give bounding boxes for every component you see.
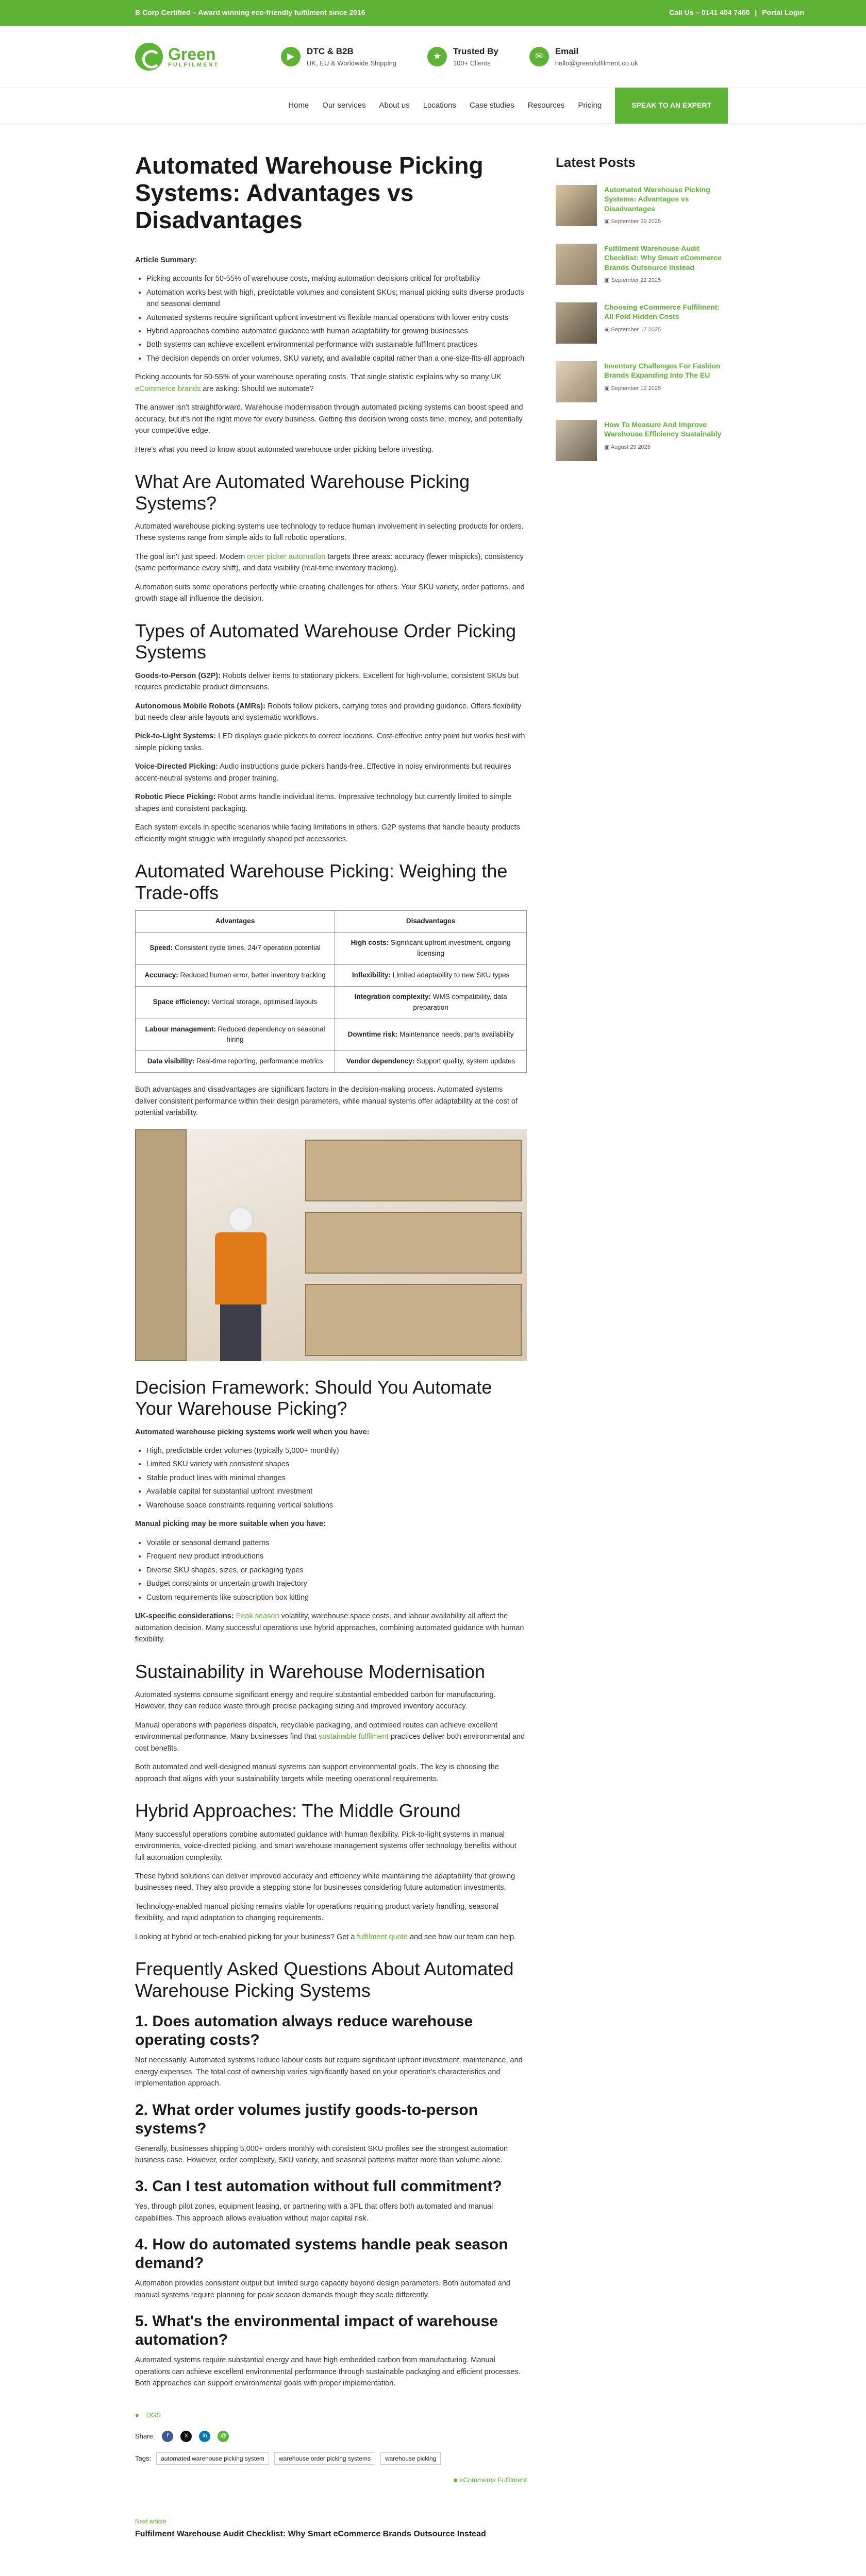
list-item: • Automated systems require significant upfront investment vs flexible manual operations with lower entry costs	[146, 312, 527, 324]
sidebar-post[interactable]: Fulfilment Warehouse Audit Checklist: Why Smart eCommerce Brands Outsource Instead ▣ September 22 2025	[556, 244, 730, 285]
table-header: Disadvantages	[335, 911, 527, 933]
article: Automated Warehouse Picking Systems: Advantages vs Disadvantages Article Summary: • Picking accounts for 50-55% of warehouse costs, making automation decisions critical for profitability • Automation works best with high, predictable volumes and consistent SKUs; manual picking suits diverse products and seasonal demand • Automated systems require significant upfront investment vs flexible manual operations with lower entry costs • Hybrid approaches combine automated guidance with human adaptability for growing businesses • Both systems can achieve excellent environmental performance with sustainable fulfilment practices • The decision depends on order volumes, SKU variety, and available capital rather than a one-size-fits-all approach Picking accounts for 50-55% of your warehouse operating costs. That single statistic explains why so many UK eCommerce brands are asking: Should we automate? The answer isn't straightforward. Warehouse modernisation through automated picking systems can boost speed and accuracy, but it's not the right move for every business. Getting this decision wrong costs time, money, and potentially your competitive edge. Here's what you need to know about automated warehouse order picking before investing. What Are Automated Warehouse Picking Systems? Automated warehouse picking systems use technology to reduce human involvement in selecting products for orders. These systems range from simple aids to full robotic operations. The goal isn't just speed. Modern order picker automation targets three areas: accuracy (fewer mispicks), consistency (same performance every shift), and data visibility (real-time inventory tracking). Automation suits some operations perfectly while creating challenges for others. Your SKU variety, order patterns, and growth stage all influence the decision. Types of Automated Warehouse Order Picking Systems Goods-to-Person (G2P): Robots deliver items to stationary pickers. Excellent for high-volume, consistent SKUs but requires predictable product dimensions. Autonomous Mobile Robots (AMRs): Robots follow pickers, carrying totes and providing guidance. Offers flexibility but needs clear aisle layouts and systematic workflows. Pick-to-Light Systems: LED displays guide pickers to correct locations. Cost-effective entry point but works best with simple picking tasks. Voice-Directed Picking: Audio instructions guide pickers hands-free. Effective in noisy environments but requires accent-neutral systems and proper training. Robotic Piece Picking: Robot arms handle individual items. Impressive technology but currently limited to simple shapes and consistent packaging. Each system excels in specific scenarios while facing limitations in others. G2P systems that handle beauty products efficiently might struggle with irregularly shaped pet accessories. Automated Warehouse Picking: Weighing the Trade-offs Advantages Disadvantages Speed: Consistent cycle times, 24/7 operation potential High costs: Significant upfront investment, ongoing licensing Accuracy: Reduced human error, better inventory tracking Inflexibility: Limited adaptability to new SKU types Space efficiency: Vertical storage, optimised layouts Integration complexity: WMS compatibility, data preparation Labour management: Reduced dependency on seasonal hiring Downtime risk: Maintenance needs, parts availability Data visibility: Real-time reporting, performance metrics Vendor dependency: Support quality, system updates Both advantages and disadvantages are significant factors in the decision-making process. Automated systems deliver consistent performance within their design parameters, while manual systems offer adaptability at the cost of potential variability. Decision Framework: Should You Automate Your Warehouse Picking? Automated warehouse picking systems work well when you have: • High, predictable order volumes (typically 5,000+ monthly) • Limited SKU variety with consistent shapes • Stable product lines with minimal changes • Available capital for substantial upfront investment • Warehouse space constraints requiring vertical solutions Manual picking may be more suitable when you have: • Volatile or seasonal demand patterns • Frequent new product introductions • Diverse SKU shapes, sizes, or packaging types • Budget constraints or uncertain growth trajectory • Custom requirements like subscription box kitting UK-specific considerations: Peak season volatility, warehouse space costs, and labour availability all affect the automation decision. Many successful operations use hybrid approaches, combining automated guidance with human flexibility. Sustainability in Warehouse Modernisation Automated systems consume significant energy and require substantial embedded carbon for manufacturing. However, they can reduce waste through precise packaging sizing and improved inventory accuracy. Manual operations with paperless dispatch, recyclable packaging, and optimised routes can achieve excellent environmental performance. Many businesses find that sustainable fulfilment practices deliver both environmental and cost benefits. Both automated and well-designed manual systems can support environmental goals. The key is choosing the approach that aligns with your sustainability targets while meeting operational requirements. Hybrid Approaches: The Middle Ground Many successful operations combine automated guidance with human flexibility. Pick-to-light systems in manual environments, voice-directed picking, and smart warehouse management systems offer technology benefits without full automation complexity. These hybrid solutions can deliver improved accuracy and efficiency while maintaining the adaptability that growing businesses need. They also provide a stepping stone for businesses considering future automation investments. Technology-enabled manual picking remains viable for operations requiring product variety handling, seasonal flexibility, and rapid adaptation to changing requirements. Looking at hybrid or tech-enabled picking for your business? Get a fulfilment quote and see how our team can help. Frequently Asked Questions About Automated Warehouse Picking Systems 1. Does automation always reduce warehouse operating costs? Not necessarily. Automated systems reduce labour costs but require significant upfront investment, maintenance, and energy expenses. The total cost of ownership varies significantly based on your operation's characteristics and implementation approach. 2. What order volumes justify goods-to-person systems? Generally, businesses shipping 5,000+ orders monthly with consistent SKU profiles see the strongest automation business case. However, order complexity, SKU variety, and seasonal patterns matter more than volume alone. 3. Can I test automation without full commitment? Yes, through pilot zones, equipment leasing, or partnering with a 3PL that offers both automated and manual capabilities. This approach allows evaluation without major capital risk. 4. How do automated systems handle peak season demand? Automation provides consistent output but limited surge capacity beyond design parameters. Both automated and manual systems require planning for peak season demands though they scale differently. 5. What's the environmental impact of warehouse automation? Automated systems require substantial energy and have high embedded carbon from manufacturing. Manual operations can achieve excellent environmental performance through sustainable packaging and efficient processes. Both approaches can support environmental goals with proper implementation. ● DGS Share: f X in @ Tags: automated warehouse picking system warehouse order picking systems warehouse picking ■ eCommerce Fulfilment Next article Fulfilment Warehouse Audit Checklist: Why Smart eCommerce Brands Outsource Instead	[135, 152, 527, 2576]
post-thumbnail	[556, 420, 597, 461]
tag-link[interactable]: warehouse picking	[380, 2452, 441, 2465]
section-heading-what: What Are Automated Warehouse Picking Systems?	[135, 471, 470, 514]
speak-to-expert-button[interactable]: SPEAK TO AN EXPERT	[615, 88, 728, 124]
post-thumbnail	[556, 185, 597, 226]
post-navigation[interactable]: Next article Fulfilment Warehouse Audit Checklist: Why Smart eCommerce Brands Outsource Instead	[135, 2517, 486, 2539]
paragraph: Manual operations with paperless dispatch, recyclable packaging, and optimised routes can achieve excellent environmental performance. Many businesses find that sustainable fulfilment practices deliver both environmental and cost benefits.	[135, 1721, 525, 1753]
table-row: Accuracy: Reduced human error, better inventory tracking Inflexibility: Limited adaptability to new SKU types	[136, 964, 527, 986]
author-row	[135, 2410, 527, 2420]
truck-icon: ▶	[281, 47, 301, 66]
type-item: Voice-Directed Picking: Audio instructions guide pickers hands-free. Effective in noisy environments but requires accent-neutral systems and proper training.	[135, 762, 511, 783]
list-item: • High, predictable order volumes (typically 5,000+ monthly)	[146, 1445, 527, 1456]
list-item: • Limited SKU variety with consistent shapes	[146, 1459, 527, 1470]
fulfilment-quote-link[interactable]: fulfilment quote	[357, 1933, 408, 1941]
user-icon: ●	[135, 2411, 139, 2419]
email-share-icon[interactable]: @	[218, 2431, 229, 2442]
table-row: Data visibility: Real-time reporting, performance metrics Vendor dependency: Support quality, system updates	[136, 1051, 527, 1073]
top-bar: B Corp Certified – Award winning eco-friendly fulfilment since 2016 Call Us – 0141 404 7460 | Portal Login	[0, 0, 866, 26]
sidebar-post[interactable]: Automated Warehouse Picking Systems: Advantages vs Disadvantages ▣ September 29 2025	[556, 185, 730, 226]
nav-case-studies[interactable]: Case studies	[469, 101, 514, 110]
summary-label: Article Summary:	[135, 256, 197, 264]
logo-mark-icon	[135, 43, 163, 71]
paragraph: Here's what you need to know about automated warehouse order picking before investing.	[135, 445, 434, 454]
paragraph: Looking at hybrid or tech-enabled picking for your business? Get a fulfilment quote and see how our team can help.	[135, 1933, 517, 1941]
header-shipping-info: ▶ DTC & B2B UK, EU & Worldwide Shipping	[281, 45, 396, 69]
type-item: Robotic Piece Picking: Robot arms handle individual items. Impressive technology but currently limited to simple shapes and consistent packaging.	[135, 793, 512, 813]
faq-answer: Automated systems require substantial energy and have high embedded carbon from manufacturing. Manual operations can achieve excellent environmental performance through sustainable packaging and efficient processes. Both approaches can support environmental goals with proper implementation.	[135, 2356, 521, 2388]
site-header	[0, 26, 866, 88]
peak-season-link[interactable]: Peak season	[236, 1612, 279, 1621]
section-heading-types: Types of Automated Warehouse Order Picking Systems	[135, 620, 517, 663]
paragraph: Many successful operations combine automated guidance with human flexibility. Pick-to-light systems in manual environments, voice-directed picking, and smart warehouse management systems offer technology benefits without full automation complexity.	[135, 1830, 517, 1862]
x-icon[interactable]: X	[180, 2431, 192, 2442]
list-item: • Picking accounts for 50-55% of warehouse costs, making automation decisions critical for profitability	[146, 273, 527, 284]
table-row: Labour management: Reduced dependency on seasonal hiring Downtime risk: Maintenance needs, parts availability	[136, 1019, 527, 1051]
share-row: Share: f X in @	[135, 2431, 527, 2442]
list-item: • Available capital for substantial upfront investment	[146, 1486, 527, 1497]
paragraph: Automation suits some operations perfectly while creating challenges for others. Your SKU variety, order patterns, and growth stage all influence the decision.	[135, 583, 525, 603]
post-thumbnail	[556, 302, 597, 344]
paragraph: Each system excels in specific scenarios while facing limitations in others. G2P systems that handle beauty products efficiently might struggle with irregularly shaped pet accessories.	[135, 823, 520, 843]
sidebar-post[interactable]: Choosing eCommerce Fulfilment: All Fold Hidden Costs ▣ September 17 2025	[556, 302, 730, 344]
author-link[interactable]: DGS	[146, 2411, 161, 2419]
sustainable-fulfilment-link[interactable]: sustainable fulfilment	[319, 1733, 389, 1741]
faq-answer: Yes, through pilot zones, equipment leasing, or partnering with a 3PL that offers both automated and manual capabilities. This approach allows evaluation without major capital risk.	[135, 2202, 493, 2223]
post-thumbnail	[556, 244, 597, 285]
table-row: Space efficiency: Vertical storage, optimised layouts Integration complexity: WMS compatibility, data preparation	[136, 986, 527, 1019]
paragraph: UK-specific considerations: Peak season volatility, warehouse space costs, and labour availability all affect the automation decision. Many successful operations use hybrid approaches, combining automated guidance with human flexibility.	[135, 1612, 524, 1644]
sidebar-title: Latest Posts	[556, 155, 636, 170]
sidebar-post[interactable]: How To Measure And Improve Warehouse Efficiency Sustainably ▣ August 29 2025	[556, 420, 730, 461]
section-heading-faq: Frequently Asked Questions About Automated Warehouse Picking Systems	[135, 1958, 514, 2001]
top-bar-phone[interactable]: Call Us – 0141 404 7460	[669, 8, 750, 17]
portal-login-link[interactable]: Portal Login	[762, 8, 804, 17]
list-item: • Hybrid approaches combine automated guidance with human adaptability for growing businesses	[146, 326, 527, 337]
ecommerce-brands-link[interactable]: eCommerce brands	[135, 384, 201, 393]
list-item: • Frequent new product introductions	[146, 1551, 527, 1562]
article-title: Automated Warehouse Picking Systems: Advantages vs Disadvantages	[135, 152, 484, 233]
list-item: • Budget constraints or uncertain growth trajectory	[146, 1578, 527, 1589]
sidebar-post[interactable]: Inventory Challenges For Fashion Brands Expanding Into The EU ▣ September 12 2025	[556, 361, 730, 402]
worker-figure	[202, 1207, 279, 1361]
nav-home[interactable]: Home	[288, 101, 309, 110]
paragraph: The answer isn't straightforward. Warehouse modernisation through automated picking systems can boost speed and accuracy, but it's not the right move for every business. Getting this decision wrong costs time, money, and potentially your competitive edge.	[135, 403, 523, 435]
nav-services[interactable]: Our services	[322, 101, 366, 110]
faq-question: 4. How do automated systems handle peak season demand?	[135, 2236, 508, 2272]
linkedin-icon[interactable]: in	[199, 2431, 210, 2442]
tag-link[interactable]: warehouse order picking systems	[274, 2452, 375, 2465]
table-header: Advantages	[136, 911, 335, 933]
order-picker-automation-link[interactable]: order picker automation	[247, 552, 326, 561]
list-item: • Stable product lines with minimal changes	[146, 1472, 527, 1484]
folder-icon: ■	[453, 2476, 460, 2484]
list-item: • Custom requirements like subscription box kitting	[146, 1592, 527, 1603]
top-bar-message: B Corp Certified – Award winning eco-friendly fulfilment since 2016	[135, 8, 365, 17]
paragraph: Both automated and well-designed manual systems can support environmental goals. The key is choosing the approach that aligns with your sustainability targets while meeting operational requirements.	[135, 1763, 499, 1783]
list-item: • Diverse SKU shapes, sizes, or packaging types	[146, 1565, 527, 1576]
section-heading-hybrid: Hybrid Approaches: The Middle Ground	[135, 1800, 461, 1822]
paragraph: Automated systems consume significant energy and require substantial embedded carbon for manufacturing. However, they can reduce waste through precise packaging sizing and improved inventory accuracy.	[135, 1690, 496, 1711]
nav-pricing[interactable]: Pricing	[578, 101, 602, 110]
summary-list	[146, 273, 527, 364]
sidebar	[556, 152, 730, 2576]
faq-question: 5. What's the environmental impact of warehouse automation?	[135, 2313, 498, 2349]
paragraph: These hybrid solutions can deliver improved accuracy and efficiency while maintaining the adaptability that growing businesses need. They also provide a stepping stone for businesses considering future automation investments.	[135, 1872, 515, 1892]
section-heading-weigh: Automated Warehouse Picking: Weighing the Trade-offs	[135, 860, 508, 903]
manual-fit-list	[146, 1537, 527, 1603]
list-item: • Both systems can achieve excellent environmental performance with sustainable fulfilment practices	[146, 339, 527, 350]
site-logo[interactable]: Green FULFILMENT	[135, 43, 219, 71]
faq-question: 2. What order volumes justify goods-to-person systems?	[135, 2101, 478, 2137]
list-item: • Volatile or seasonal demand patterns	[146, 1537, 527, 1549]
warehouse-worker-photo	[135, 1129, 527, 1361]
section-heading-decision: Decision Framework: Should You Automate Your Warehouse Picking?	[135, 1376, 492, 1419]
main-nav	[0, 88, 866, 124]
mail-icon: ✉	[529, 47, 549, 66]
list-item: • Automation works best with high, predictable volumes and consistent SKUs; manual picking suits diverse products and seasonal demand	[146, 287, 527, 310]
nav-resources[interactable]: Resources	[527, 101, 565, 110]
header-trust-info: ★ Trusted By 100+ Clients	[427, 45, 498, 69]
list-item: • Warehouse space constraints requiring vertical solutions	[146, 1500, 527, 1511]
star-icon: ★	[427, 47, 447, 66]
faq-answer: Generally, businesses shipping 5,000+ orders monthly with consistent SKU profiles see the strongest automation business case. However, order complexity, SKU variety, and seasonal patterns matter more than volume alone.	[135, 2144, 508, 2164]
post-thumbnail	[556, 361, 597, 402]
tag-link[interactable]: automated warehouse picking system	[156, 2452, 269, 2465]
tags-row: Tags: automated warehouse picking system warehouse order picking systems warehouse picking	[135, 2452, 527, 2465]
type-item: Pick-to-Light Systems: LED displays guide pickers to correct locations. Cost-effective entry point but works best with simple picking tasks.	[135, 732, 525, 752]
category-link[interactable]: eCommerce Fulfilment	[459, 2476, 527, 2484]
intro-paragraph: Picking accounts for 50-55% of your warehouse operating costs. That single statistic explains why so many UK eCommerce brands are asking: Should we automate?	[135, 373, 502, 393]
category-row	[135, 2475, 527, 2485]
type-item: Autonomous Mobile Robots (AMRs): Robots follow pickers, carrying totes and providing guidance. Offers flexibility but needs clear aisle layouts and systematic workflows.	[135, 702, 522, 722]
paragraph: Automated warehouse picking systems use technology to reduce human involvement in selecting products for orders. These systems range from simple aids to full robotic operations.	[135, 522, 524, 543]
section-heading-sustainability: Sustainability in Warehouse Modernisation	[135, 1660, 486, 1682]
list-item: • The decision depends on order volumes, SKU variety, and available capital rather than a one-size-fits-all approach	[146, 353, 527, 364]
comparison-table	[135, 910, 527, 1073]
type-item: Goods-to-Person (G2P): Robots deliver items to stationary pickers. Excellent for high-volume, consistent SKUs but requires predictable product dimensions.	[135, 671, 519, 692]
paragraph: The goal isn't just speed. Modern order picker automation targets three areas: accuracy (fewer mispicks), consistency (same performance every shift), and data visibility (real-time inventory tracking).	[135, 552, 524, 573]
paragraph: Both advantages and disadvantages are significant factors in the decision-making process. Automated systems deliver consistent performance within their design parameters, while manual systems offer adaptability at the cost of potential variability.	[135, 1086, 518, 1117]
faq-question: 1. Does automation always reduce warehouse operating costs?	[135, 2013, 473, 2049]
faq-question: 3. Can I test automation without full commitment?	[135, 2178, 502, 2195]
facebook-icon[interactable]: f	[162, 2431, 173, 2442]
table-row: Speed: Consistent cycle times, 24/7 operation potential High costs: Significant upfront investment, ongoing licensing	[136, 932, 527, 964]
nav-about[interactable]: About us	[379, 101, 410, 110]
faq-answer: Not necessarily. Automated systems reduce labour costs but require significant upfront investment, maintenance, and energy expenses. The total cost of ownership varies significantly based on your operation's characteristics and implementation approach.	[135, 2056, 523, 2088]
header-email-info[interactable]: ✉ Email hello@greenfulfilment.co.uk	[529, 45, 638, 69]
automation-fit-list	[146, 1445, 527, 1511]
faq-answer: Automation provides consistent output but limited surge capacity beyond design parameters. Both automated and manual systems require planning for peak season demands though they scale differently.	[135, 2279, 510, 2299]
nav-locations[interactable]: Locations	[423, 101, 456, 110]
paragraph: Technology-enabled manual picking remains viable for operations requiring product variety handling, seasonal flexibility, and rapid adaptation to changing requirements.	[135, 1902, 499, 1923]
